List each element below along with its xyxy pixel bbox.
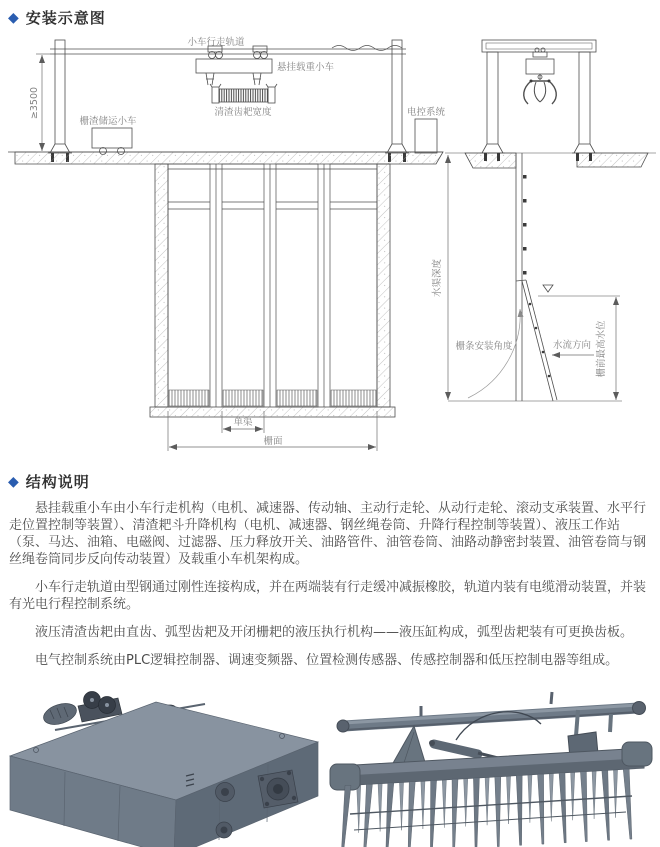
label-screen-face: 栅面 [263,436,283,447]
section-title: 安装示意图 [25,9,106,27]
control-cabinet [415,119,437,153]
photo-trolley-unit [0,680,322,847]
paragraph: 电气控制系统由PLC逻辑控制器、调速变频器、位置检测传感器、传感控制器和低压控制电器等组成。 [35,653,619,668]
label-bar-angle: 栅条安装角度 [455,341,513,352]
installation-diagram [0,30,660,460]
label-min-height: ≥3500 [29,86,40,120]
photo-rake-grab [322,680,660,847]
diamond-bullet-icon: ◆ [8,9,19,26]
structure-description [0,494,660,669]
paragraph: 小车行走轨道由型钢通过刚性连接构成，并在两端装有行走缓冲减振橡胶，轨道内装有电缆滑动装置，并装有光电行程控制系统。 [9,580,647,612]
section-header-structure [0,464,660,494]
label-single-channel: 单渠 [233,417,253,428]
label-rail: 小车行走轨道 [187,37,245,48]
section-title: 结构说明 [25,473,90,491]
left-elevation-view [8,40,443,417]
diamond-bullet-icon: ◆ [8,473,19,490]
dimensions [36,54,616,451]
label-max-water-level: 栅前最高水位 [596,320,607,378]
label-flow-direction: 水流方向 [552,340,592,351]
product-photos [0,680,660,847]
paragraph: 悬挂载重小车由小车行走机构（电机、减速器、传动轴、主动行走轮、从动行走轮、滚动支承装置、水平行走位置控制等装置）、清渣耙斗升降机构（电机、减速器、钢丝绳卷筒、升降行程控制等装置）、液压工作站（泵、马达、油箱、电磁阀、过滤器、压力释放开关、油路管件、油管卷筒、油路动静密封装置、油管卷筒与钢丝绳卷筒同步反向传动装置）及载重小车机架构成。 [9,501,647,567]
label-rake-width: 清渣齿耙宽度 [214,107,272,118]
label-channel-depth: 水渠深度 [432,258,443,298]
paragraph: 液压清渣齿耙由直齿、弧型齿耙及开闭栅耙的液压执行机构——液压缸构成，弧型齿耙装有可更换齿板。 [35,625,634,640]
section-header-installation [0,0,660,30]
label-trolley: 悬挂载重小车 [277,62,335,73]
label-control-system: 电控系统 [406,107,446,118]
label-storage-cart: 栅渣储运小车 [79,116,137,127]
